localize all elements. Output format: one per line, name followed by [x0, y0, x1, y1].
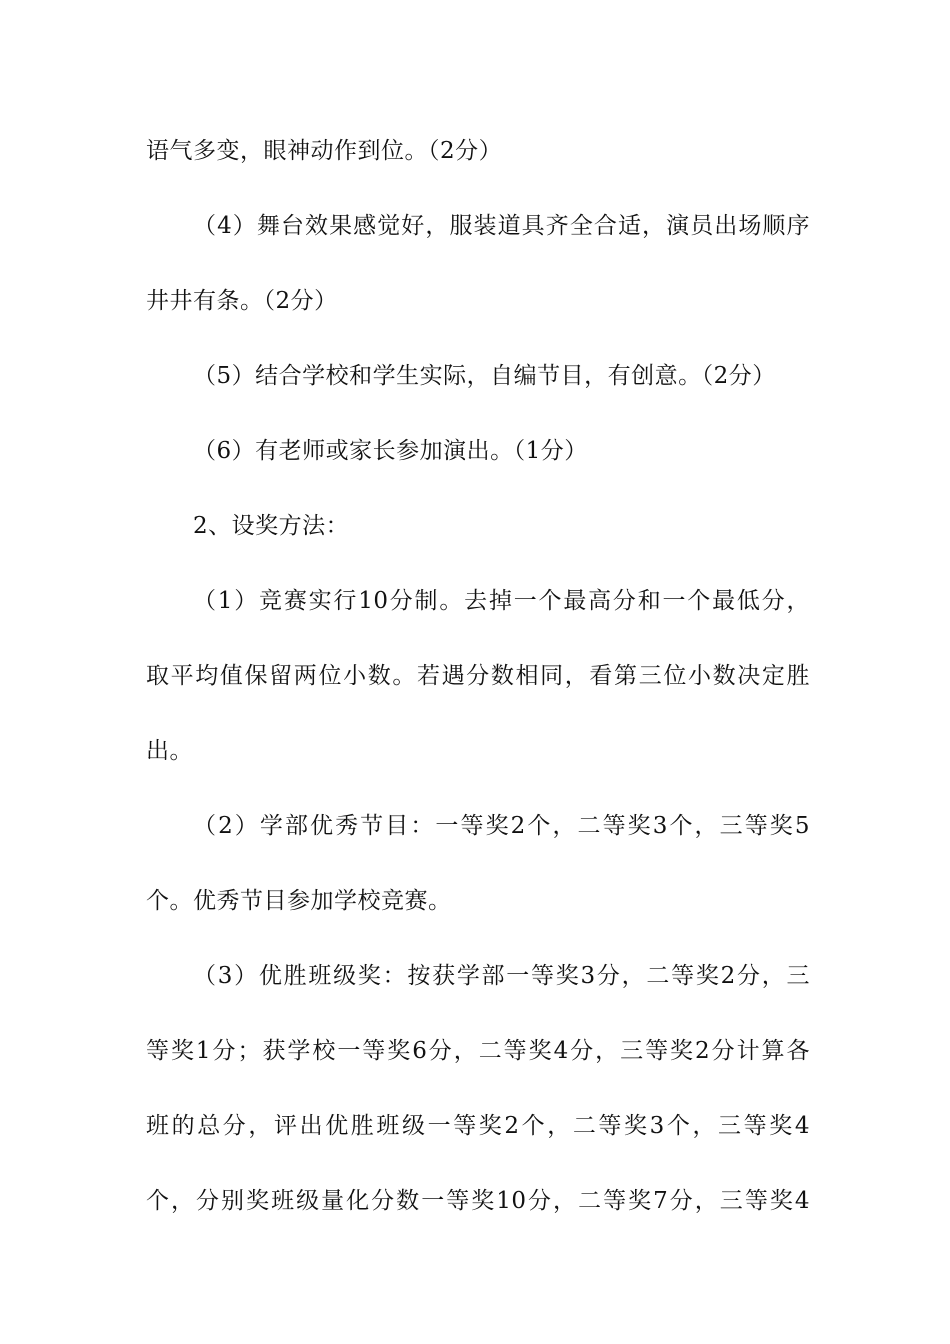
text-line-2: （4）舞台效果感觉好，服装道具齐全合适，演员出场顺序 — [193, 213, 810, 239]
section-heading: 2、设奖方法： — [193, 513, 350, 539]
text-line-12: （3）优胜班级奖：按获学部一等奖3分，二等奖2分，三 — [193, 963, 810, 989]
text-line-9: 出。 — [146, 738, 193, 764]
text-line-4: （5）结合学校和学生实际，自编节目，有创意。（2分） — [193, 363, 776, 389]
text-line-10: （2）学部优秀节目：一等奖2个，二等奖3个，三等奖5 — [193, 813, 810, 839]
text-line-11: 个。优秀节目参加学校竞赛。 — [146, 888, 452, 914]
text-line-1: 语气多变，眼神动作到位。（2分） — [146, 138, 503, 164]
text-line-13: 等奖1分；获学校一等奖6分，二等奖4分，三等奖2分计算各 — [146, 1038, 810, 1064]
text-line-7: （1）竞赛实行10分制。去掉一个最高分和一个最低分， — [193, 588, 810, 614]
text-line-3: 井井有条。（2分） — [146, 288, 338, 314]
text-line-15: 个，分别奖班级量化分数一等奖10分，二等奖7分，三等奖4 — [146, 1188, 810, 1214]
text-line-14: 班的总分，评出优胜班级一等奖2个，二等奖3个，三等奖4 — [146, 1113, 810, 1139]
text-line-8: 取平均值保留两位小数。若遇分数相同，看第三位小数决定胜 — [146, 663, 810, 689]
text-line-5: （6）有老师或家长参加演出。（1分） — [193, 438, 588, 464]
